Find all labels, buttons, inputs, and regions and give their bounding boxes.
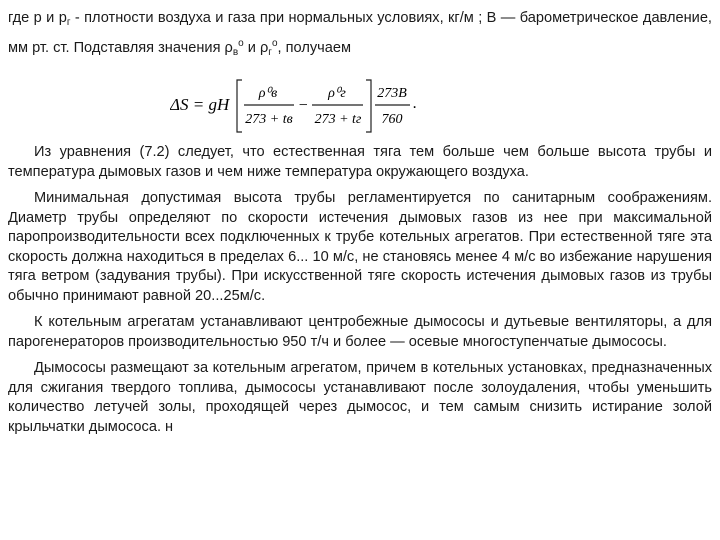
formula-num1: ρ⁰в — [258, 86, 278, 101]
intro-text-start: где р и р — [8, 10, 67, 26]
formula-left-bracket — [237, 80, 242, 132]
intro-text-middle: - плотности воздуха и газа при нормальных условиях, кг/м ; В — барометрическое давление, мм рт. ст. Подставляя значения — [8, 10, 712, 56]
rho-gas-symbol: ρ — [259, 40, 269, 56]
formula-svg — [170, 72, 430, 142]
formula-num3: 273B — [377, 86, 407, 101]
formula-den2: 273 + tг — [314, 112, 362, 127]
paragraph-fans: К котельным агрегатам устанавливают центробежные дымососы и дутьевые вентиляторы, а для парогенераторов производительностью 950 т/ч и более — осевые многоступенчатые дымососы. — [8, 314, 712, 350]
intro-paragraph — [8, 8, 712, 63]
rho-air-symbol: ρ — [224, 40, 233, 56]
paragraph-chimney-height: Минимальная допустимая высота трубы регламентируется по санитарным соображениям. Диаметр трубы определяют по скорости истечения дымовых газов из нее при максимальной паропроизводительности всех подключенных к трубе котельных агрегатов. При естественной тяге эта скорость должна находиться в пределах 6... 10 м/с, не становясь менее 4 м/с во избежание нарушения тяга ветром (задувания трубы). При искусственной тяге скорость истечения дымовых газов из трубы обычно принимают равной 20...25м/с. — [8, 190, 712, 304]
rho-gas-superscript: о — [271, 38, 278, 49]
formula-num2: ρ⁰г — [328, 86, 346, 101]
body-text — [8, 143, 712, 437]
formula-dot: . — [413, 95, 417, 112]
formula-den1: 273 + tв — [245, 112, 293, 127]
rho-gas-subscript: г — [66, 17, 71, 28]
draft-formula — [170, 72, 430, 142]
rho-air-superscript: о — [238, 38, 244, 49]
intro-text-end: , получаем — [277, 40, 352, 56]
formula-lhs: ΔS = gH — [170, 95, 230, 114]
formula-right-bracket — [366, 80, 371, 132]
formula-minus: − — [297, 97, 309, 114]
formula-den3: 760 — [381, 112, 403, 127]
rho-gas-subscript-2: г — [268, 47, 272, 58]
paragraph-natural-draft: Из уравнения (7.2) следует, что естественная тяга тем больше чем больше высота трубы и температура дымовых газов и чем ниже температура окружающего воздуха. — [8, 144, 712, 180]
intro-and: и — [243, 40, 260, 56]
paragraph-smoke-exhausters: Дымососы размещают за котельным агрегатом, причем в котельных установках, предназначенных для сжигания твердого топлива, дымососы устанавливают после золоудаления, чтобы уменьшить количество летучей золы, проходящей через дымосос, и тем самым снизить истирание золой крыльчатки дымососа. н — [8, 360, 712, 435]
rho-air-subscript: в — [232, 47, 239, 58]
